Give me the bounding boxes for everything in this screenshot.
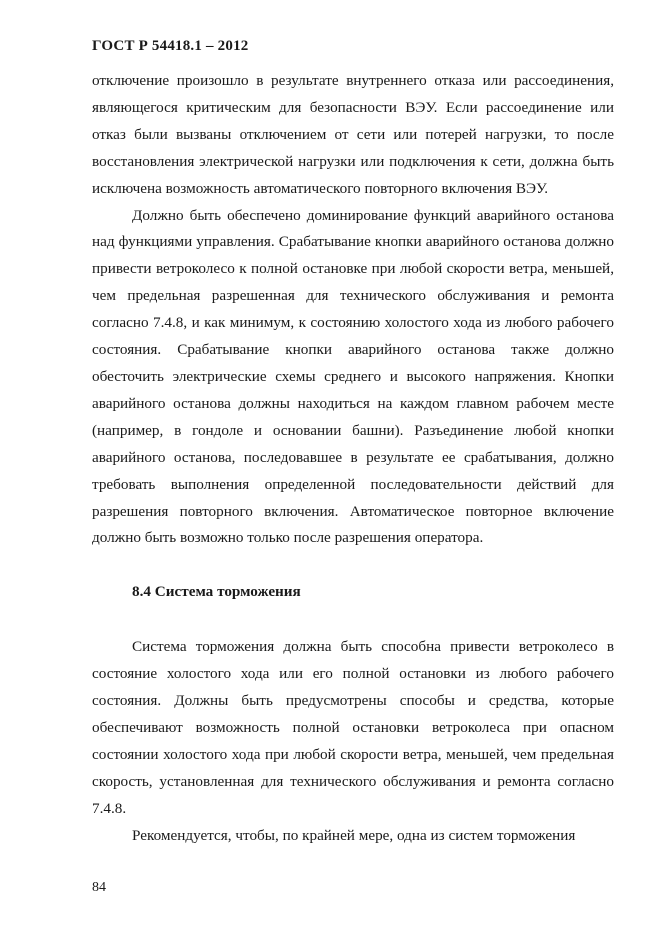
document-header: ГОСТ Р 54418.1 – 2012 <box>92 38 249 54</box>
paragraph-emergency-stop: Должно быть обеспечено доминирование функций аварийного останова над функциями управления. Срабатывание кнопки аварийного останова должно привести ветроколесо к полной остановке при любой скорости ветра, меньшей, чем предельная разрешенная для технического обслуживания и ремонта согласно 7.4.8, и как минимум, к состоянию холостого хода из любого рабочего состояния. Срабатывание кнопки аварийного останова также должно обесточить электрические схемы среднего и высокого напряжения. Кнопки аварийного останова должны находиться на каждом главном рабочем месте (например, в гондоле и основании башни). Разъединение любой кнопки аварийного останова, последовавшее в результате ее срабатывания, должно требовать выполнения определенной последовательности действий для разрешения повторного включения. Автоматическое повторное включение должно быть возможно только после разрешения оператора. <box>92 206 614 547</box>
section-title: 8.4 Система торможения <box>132 583 301 601</box>
paragraph-braking-system: Система торможения должна быть способна привести ветроколесо в состояние холостого хода или его полной остановки из любого рабочего состояния. Должны быть предусмотрены способы и средства, которые обеспечивают возможность полной остановки ветроколеса при опасном состоянии холостого хода при любой скорости ветра, меньшей, чем предельная скорость, установленная для технического обслуживания и ремонта согласно 7.4.8. <box>92 638 614 817</box>
paragraph-recommendation: Рекомендуется, чтобы, по крайней мере, одна из систем торможения <box>132 826 576 844</box>
paragraph-continuation: отключение произошло в результате внутреннего отказа или рассоединения, являющегося критическим для безопасности ВЭУ. Если рассоединение или отказ были вызваны отключением от сети или потерей нагрузки, то после восстановления электрической нагрузки или подключения к сети, должна быть исключена возможность автоматического повторного включения ВЭУ. <box>92 72 614 197</box>
page-number: 84 <box>92 880 106 895</box>
page-body <box>92 68 614 849</box>
